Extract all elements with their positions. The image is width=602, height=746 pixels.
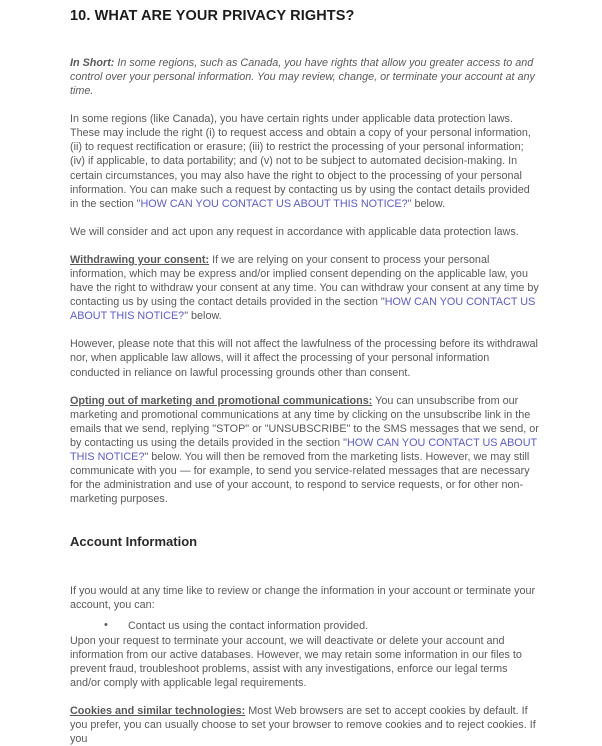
- withdrawing-consent-label: Withdrawing your consent:: [70, 253, 210, 266]
- paragraph-cookies: [70, 690, 540, 746]
- opting-out-text: You can unsubscribe from our marketing and promotional communications at any time by clicking on the unsubscribe link in the emails that we send, replying "STOP" or "UNSUBSCRIBE" to the SMS messages that we send, or by contacting us using the details provided in the section ": [70, 394, 539, 449]
- paragraph-opting-out: [70, 380, 540, 507]
- paragraph-privacy-rights-text: In some regions (like Canada), you have certain rights under applicable data protection laws. These may include the right (i) to request access and obtain a copy of your personal information, (ii) to request rectification or erasure; (iii) to restrict the processing of your personal information; (iv) if applicable, to data portability; and (v) not to be subject to automated decision-making. In certain circumstances, you may also have the right to object to the processing of your personal information. You can make such a request by contacting us by using the contact details provided in the section: [70, 113, 531, 210]
- link-how-can-you-contact-us-3[interactable]: HOW CAN YOU CONTACT US ABOUT THIS NOTICE?: [70, 436, 537, 463]
- link-how-can-you-contact-us-2[interactable]: HOW CAN YOU CONTACT US ABOUT THIS NOTICE?: [70, 296, 536, 323]
- cookies-label: Cookies and similar technologies:: [70, 704, 246, 717]
- page-title: 10. WHAT ARE YOUR PRIVACY RIGHTS?: [70, 8, 355, 24]
- opting-out-tail: " below. You will then be removed from the marketing lists. However, we may still communicate with you — for example, to send you service-related messages that are necessary for the administration and use of your account, to respond to service requests, or for other non-marketing purposes.: [70, 451, 530, 506]
- in-short-label: In Short:: [70, 56, 115, 69]
- in-short-summary: [70, 26, 540, 98]
- paragraph-withdrawing-consent: [70, 239, 540, 323]
- paragraph-privacy-rights-tail: below.: [411, 197, 446, 210]
- paragraph-consider-request: We will consider and act upon any request in accordance with applicable data protection laws.: [70, 225, 519, 238]
- withdrawing-consent-tail: " below.: [184, 310, 222, 323]
- opting-out-label: Opting out of marketing and promotional communications:: [70, 394, 373, 407]
- in-short-body: In some regions, such as Canada, you have rights that allow you greater access to and control over your personal information. You may review, change, or terminate your account at any time.: [70, 56, 535, 98]
- link-how-can-you-contact-us-1[interactable]: "HOW CAN YOU CONTACT US ABOUT THIS NOTICE?": [136, 197, 412, 210]
- list-item: • Contact us using the contact information provided.: [104, 619, 540, 633]
- account-information-heading: Account Information: [70, 534, 198, 550]
- paragraph-upon-request-termination: Upon your request to terminate your account, we will deactivate or delete your account and information from our active databases. However, we may retain some information in our files to prevent fraud, troubleshoot problems, assist with any investigations, enforce our legal terms and/or comply with applicable legal requirements.: [70, 634, 522, 689]
- withdrawing-consent-text: If we are relying on your consent to process your personal information, which may be express and/or implied consent depending on the applicable law, you have the right to withdraw your consent at any time. You can withdraw your consent at any time by contacting us by using the contact details provided in the section ": [70, 253, 539, 309]
- paragraph-account-intro: If you would at any time like to review or change the information in your account or terminate your account, you can:: [70, 585, 536, 612]
- paragraph-privacy-rights: [70, 98, 540, 211]
- paragraph-however-lawfulness: However, please note that this will not affect the lawfulness of the processing before its withdrawal nor, when applicable law allows, will it affect the processing of your personal information conducted in reliance on lawful processing grounds other than consent.: [70, 338, 538, 379]
- cookies-text: Most Web browsers are set to accept cookies by default. If you prefer, you can usually choose to set your browser to remove cookies and to reject cookies. If you: [70, 704, 536, 746]
- account-options-list: [70, 612, 540, 633]
